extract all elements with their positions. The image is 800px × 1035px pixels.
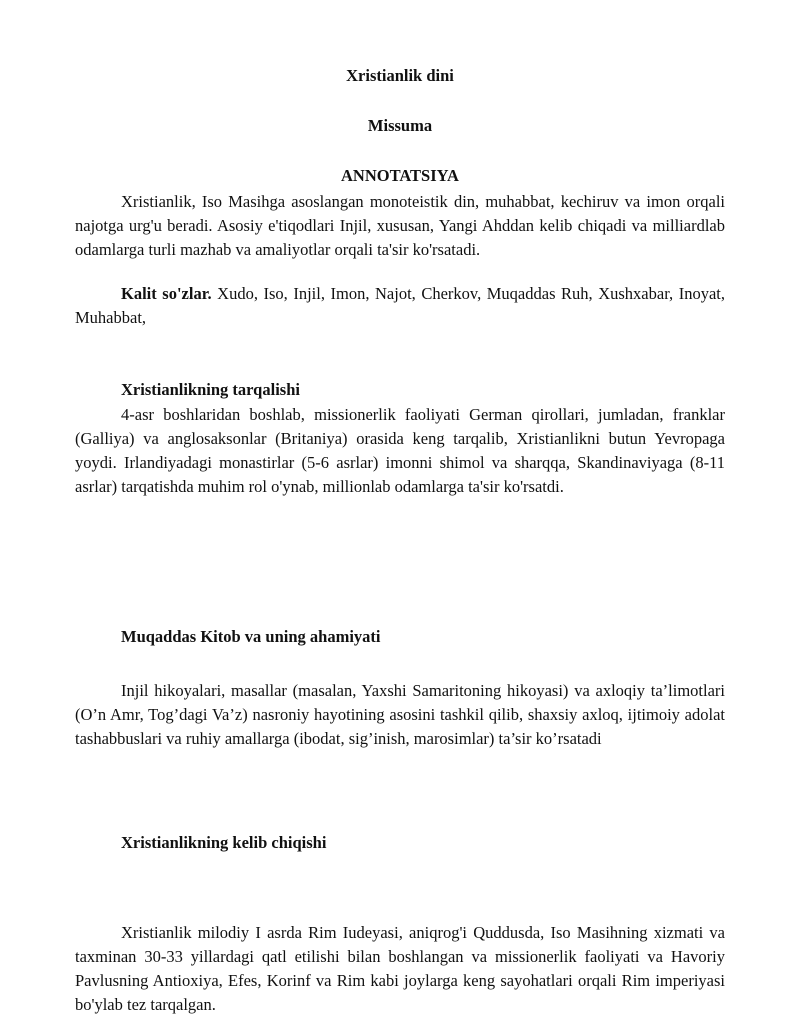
section-paragraph-origin: Xristianlik milodiy I asrda Rim Iudeyasi, aniqrog'i Quddusda, Iso Masihning xizmati va taxminan 30-33 yillardagi qatl etilishi bilan boshlangan va missionerlik faoliyati va Havoriy Pavlusning Antioxiya, Efes, Korinf va Rim kabi joylarga keng sayohatlari orqali Rim imperiyasi bo'ylab tez tarqalgan. (75, 923, 725, 1014)
author-name: Missuma (367, 116, 433, 135)
abstract-heading: ANNOTATSIYA (341, 166, 459, 185)
keywords-paragraph (75, 282, 725, 330)
keywords-text: Xudo, Iso, Injil, Imon, Najot, Cherkov, Muqaddas Ruh, Xushxabar, Inoyat, Muhabbat, (75, 284, 725, 327)
section-heading-scripture: Muqaddas Kitob va uning ahamiyati (121, 627, 381, 646)
section-paragraph-spread: 4-asr boshlaridan boshlab, missionerlik faoliyati German qirollari, jumladan, franklar (Galliya) va anglosaksonlar (Britaniya) orasida keng tarqalib, Xristianlikni butun Yevropaga yoydi. Irlandiyadagi monastirlar (5-6 asrlar) imonni shimol va sharqqa, Skandinaviyaga (8-11 asrlar) tarqatishda muhim rol o'ynab, millionlab odamlarga ta'sir ko'rsatdi. (75, 405, 725, 496)
keywords-label: Kalit so'zlar. (121, 284, 212, 303)
section-paragraph-scripture: Injil hikoyalari, masallar (masalan, Yaxshi Samaritoning hikoyasi) va axloqiy ta’limotlari (O’n Amr, Tog’dagi Va’z) nasroniy hayotining asosini tashkil qilib, shaxsiy axloq, ijtimoiy adolat tashabbuslari va ruhiy amallarga (ibodat, sig’inish, marosimlar) ta’sir ko’rsatadi (75, 681, 725, 748)
document-title: Xristianlik dini (346, 66, 454, 85)
section-heading-spread: Xristianlikning tarqalishi (121, 380, 300, 399)
section-heading-origin: Xristianlikning kelib chiqishi (121, 833, 327, 852)
abstract-paragraph: Xristianlik, Iso Masihga asoslangan monoteistik din, muhabbat, kechiruv va imon orqali najotga urg'u beradi. Asosiy e'tiqodlari Injil, xususan, Yangi Ahddan kelib chiqadi va milliardlab odamlarga turli mazhab va amaliyotlar orqali ta'sir ko'rsatadi. (75, 192, 725, 259)
